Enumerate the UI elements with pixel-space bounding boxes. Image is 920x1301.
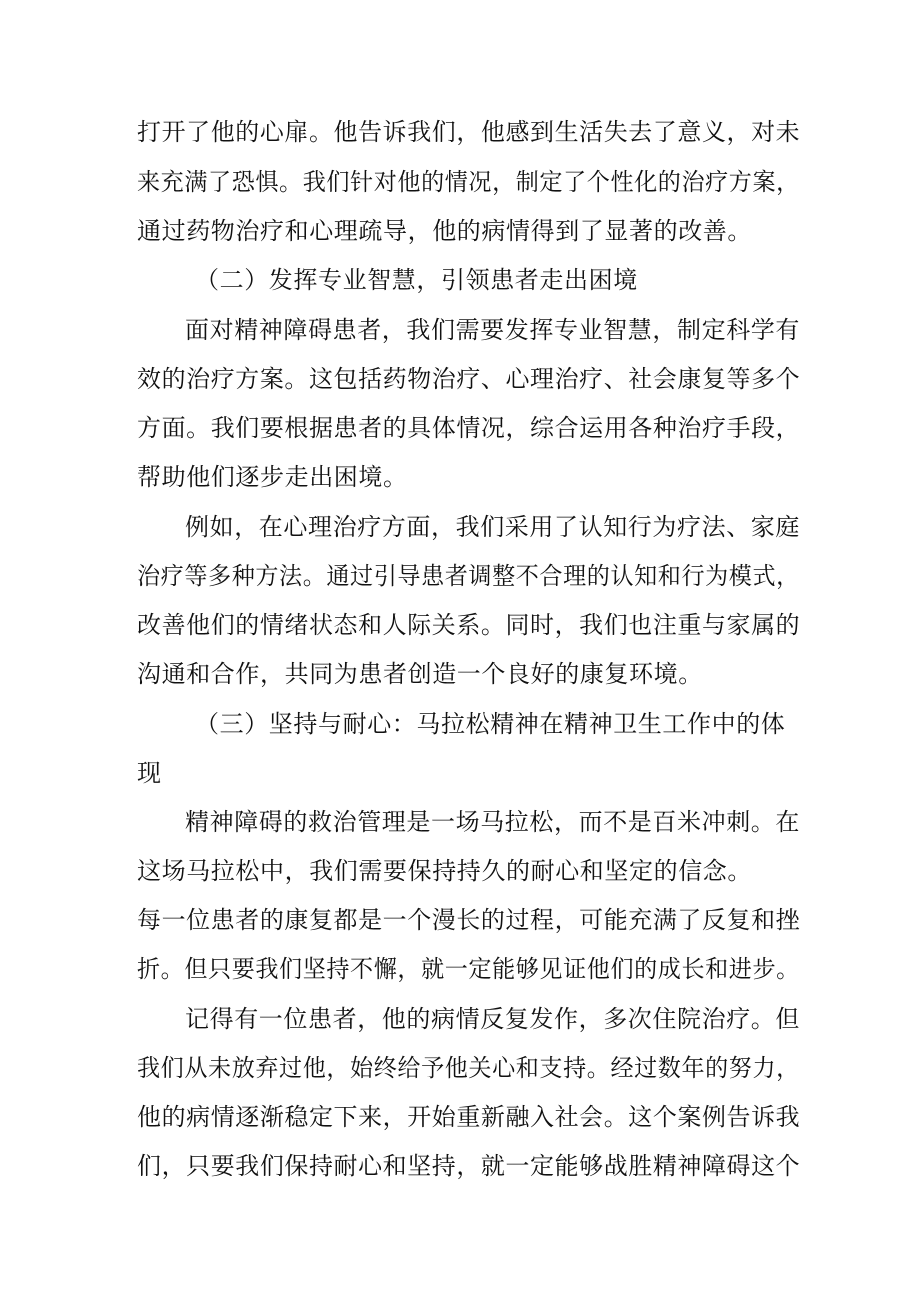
- text-line-18: 折。但只要我们坚持不懈，就一定能够见证他们的成长和进步。: [137, 955, 800, 983]
- text-line-8: 帮助他们逐步走出困境。: [137, 463, 408, 491]
- text-line-19: 记得有一位患者，他的病情反复发作，多次住院治疗。但: [185, 1005, 800, 1033]
- text-line-2: 来充满了恐惧。我们针对他的情况，制定了个性化的治疗方案，: [137, 168, 800, 196]
- text-line-9: 例如，在心理治疗方面，我们采用了认知行为疗法、家庭: [185, 513, 800, 541]
- text-line-17: 每一位患者的康复都是一个漫长的过程，可能充满了反复和挫: [137, 906, 801, 934]
- text-line-11: 改善他们的情绪状态和人际关系。同时，我们也注重与家属的: [137, 611, 801, 639]
- section-heading-3: （三）坚持与耐心：马拉松精神在精神卫生工作中的体: [195, 710, 786, 738]
- text-line-16: 这场马拉松中，我们需要保持持久的耐心和坚定的信念。: [137, 857, 752, 885]
- text-line-22: 们，只要我们保持耐心和坚持，就一定能够战胜精神障碍这个: [137, 1152, 801, 1180]
- text-line-7: 方面。我们要根据患者的具体情况，综合运用各种治疗手段，: [137, 414, 801, 442]
- section-heading-3-cont: 现: [137, 759, 162, 787]
- text-line-6: 效的治疗方案。这包括药物治疗、心理治疗、社会康复等多个: [137, 365, 801, 393]
- text-line-12: 沟通和合作，共同为患者创造一个良好的康复环境。: [137, 660, 703, 688]
- text-line-21: 他的病情逐渐稳定下来，开始重新融入社会。这个案例告诉我: [137, 1103, 801, 1131]
- section-heading-2: （二）发挥专业智慧，引领患者走出困境: [195, 266, 638, 294]
- text-line-10: 治疗等多种方法。通过引导患者调整不合理的认知和行为模式，: [137, 562, 800, 590]
- text-line-3: 通过药物治疗和心理疏导，他的病情得到了显著的改善。: [137, 217, 752, 245]
- text-line-1: 打开了他的心扉。他告诉我们，他感到生活失去了意义，对未: [137, 118, 801, 146]
- text-line-20: 我们从未放弃过他，始终给予他关心和支持。经过数年的努力，: [137, 1054, 800, 1082]
- text-line-5: 面对精神障碍患者，我们需要发挥专业智慧，制定科学有: [185, 316, 800, 344]
- text-line-15: 精神障碍的救治管理是一场马拉松，而不是百米冲刺。在: [185, 808, 800, 836]
